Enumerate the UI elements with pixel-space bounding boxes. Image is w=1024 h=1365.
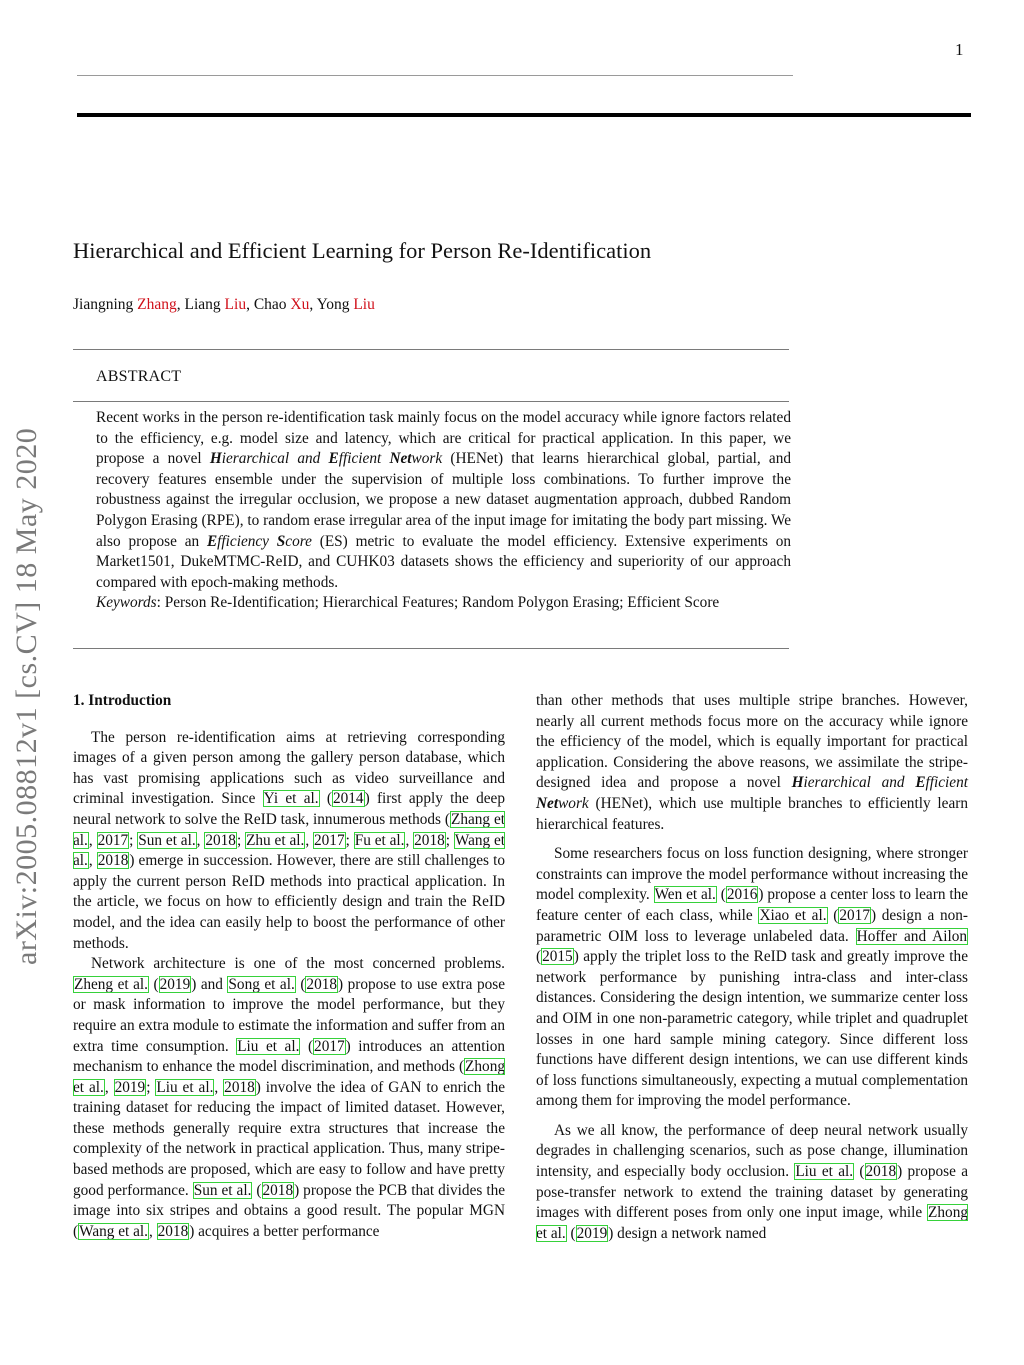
text-run: ) involve the idea of GAN to enrich the training dataset for reducing the impact of limited dataset. However, these methods generally require extra structures that increase the complexity of the network in practical application. Thus, many stripe-based methods are proposed, which are easy to follow and have pretty good performance.: [73, 1078, 506, 1199]
author-family: Zhang: [137, 296, 177, 313]
text-run: (: [854, 1163, 865, 1181]
citation-link[interactable]: 2018: [414, 831, 445, 849]
text-run: ,: [196, 831, 205, 849]
text-run: ) design a network named: [608, 1224, 767, 1242]
abstract-emph: E: [206, 532, 218, 550]
text-run: Network architecture is one of the most concerned problems.: [91, 955, 505, 973]
text-run: ) and: [191, 975, 228, 993]
citation-link[interactable]: Zhong et al.: [536, 1204, 968, 1242]
citation-link[interactable]: Xiao et al.: [759, 906, 827, 924]
abstract-rule-bottom: [73, 648, 789, 649]
citation-link[interactable]: 2017: [314, 831, 345, 849]
citation-link[interactable]: 2017: [97, 831, 129, 849]
paragraph: [536, 1121, 968, 1245]
citation-link[interactable]: 2017: [839, 906, 870, 924]
abstract-rule-top: [73, 349, 789, 350]
emph-text: Net: [536, 794, 559, 812]
header-rule-thick: [77, 113, 971, 117]
abstract-emph: ierarchical and: [221, 450, 329, 468]
text-run: (: [295, 975, 306, 993]
text-run: ;: [129, 831, 138, 849]
keywords-label: Keywords: [96, 594, 157, 612]
abstract-emph: work: [411, 450, 443, 468]
paragraph: [536, 844, 968, 1112]
citation-link[interactable]: Sun et al.: [193, 1181, 252, 1199]
abstract-text: [96, 408, 791, 593]
text-run: ,: [88, 831, 97, 849]
text-run: (: [536, 948, 542, 966]
citation-link[interactable]: 2017: [314, 1037, 345, 1055]
text-run: ,: [104, 1078, 114, 1096]
author-family: Liu: [353, 296, 375, 313]
author-given: Jiangning: [73, 296, 134, 313]
text-run: ) propose to use extra pose or mask information to improve the model performance, but they require an extra module to estimate the information and suffer from an extra time consumption.: [73, 975, 505, 1055]
citation-link[interactable]: 2018: [97, 852, 129, 870]
emph-text: H: [791, 774, 804, 792]
text-run: The person re-identification aims at retrieving corresponding images of a given person among the gallery person database, which has vast promising applications such as video surveillance and criminal investigation. Since: [73, 728, 505, 808]
text-run: ,: [148, 1222, 157, 1240]
citation-link[interactable]: Zhang et al.: [73, 810, 505, 849]
citation-link[interactable]: Fu et al.: [354, 831, 405, 849]
citation-link[interactable]: Liu et al.: [237, 1037, 300, 1055]
author-given: Chao: [253, 296, 287, 313]
text-run: ) propose a center loss to learn the feature center of each class, while: [536, 886, 969, 924]
citation-link[interactable]: Zhong et al.: [73, 1058, 505, 1096]
abstract-emph: fficient: [338, 450, 390, 468]
citation-link[interactable]: 2018: [262, 1181, 294, 1199]
paper-title: Hierarchical and Efficient Learning for Person Re-Identification: [73, 238, 652, 263]
text-run: (: [149, 975, 159, 993]
paragraph: [73, 954, 505, 1242]
text-run: ;: [146, 1078, 156, 1096]
citation-link[interactable]: Song et al.: [228, 975, 295, 993]
header-rule-thin: [77, 75, 793, 76]
arxiv-identifier: arXiv:2005.08812v1 [cs.CV] 18 May 2020: [10, 427, 43, 965]
text-run: ,: [88, 852, 97, 870]
abstract-body: [96, 408, 791, 614]
text-run: ) propose the PCB that divides the image into six stripes and obtains a good result. The popular MGN (: [73, 1181, 506, 1240]
abstract-text-run: Recent works in the person re-identification task mainly focus on the model accuracy while ignore factors related to the efficiency, e.g. model size and latency, which are critical for practical application. In this paper, we propose a novel: [96, 409, 791, 468]
text-run: (: [827, 906, 839, 924]
text-run: than other methods that uses multiple stripe branches. However, nearly all current methods focus more on the accuracy while ignore the efficiency of the model, which is equally important for practical application. Considering the above reasons, we assimilate the stripe-designed idea and propose a novel: [536, 692, 968, 792]
text-run: (: [319, 790, 332, 808]
abstract-emph: Net: [389, 450, 412, 468]
text-run: ,: [214, 1078, 224, 1096]
keywords-text: : Person Re-Identification; Hierarchical Features; Random Polygon Erasing; Efficient Score: [156, 594, 720, 612]
author-given: Yong: [316, 296, 350, 313]
emph-text: ierarchical and: [803, 774, 916, 792]
citation-link[interactable]: 2019: [576, 1224, 608, 1242]
author-family: Liu: [224, 296, 247, 313]
citation-link[interactable]: Sun et al.: [138, 831, 196, 849]
abstract-emph: S: [276, 532, 286, 550]
text-run: ) propose a pose-transfer network to extend the training dataset by generating images with different poses from only one input image, while: [536, 1163, 969, 1222]
text-run: (: [566, 1224, 576, 1242]
text-run: (HENet), which use multiple branches to efficiently learn hierarchical features.: [536, 794, 968, 833]
text-run: ;: [445, 831, 454, 849]
text-run: ) introduces an attention mechanism to enhance the model discrimination, and methods (: [73, 1037, 506, 1076]
text-run: As we all know, the performance of deep neural network usually degrades in challenging scenarios, such as pose change, illumination intensity, and especially body occlusion.: [536, 1121, 968, 1181]
keywords: [96, 593, 791, 614]
text-run: (: [252, 1181, 262, 1199]
text-run: ,: [305, 831, 313, 849]
citation-link[interactable]: Liu et al.: [795, 1163, 854, 1181]
author-list: Jiangning Zhang, Liang Liu, Chao Xu, Yong Liu: [73, 296, 375, 313]
abstract-text-run: (HENet) that learns hierarchical global, partial, and recovery features ensemble under the supervision of multiple loss combinations. To further improve the robustness against the irregular occlusion, we propose a new dataset augmentation approach, dubbed Random Polygon Erasing (RPE), to random erase irregular area of the input image for imitating the body part missing. We also propose an: [96, 450, 792, 550]
column-right: [536, 691, 968, 1244]
citation-link[interactable]: 2014: [332, 790, 364, 808]
page-number: 1: [955, 40, 964, 59]
section-heading-introduction: 1. Introduction: [73, 692, 172, 709]
emph-text: E: [915, 774, 926, 792]
abstract-rule-mid: [73, 401, 789, 402]
paragraph: [73, 728, 505, 955]
citation-link[interactable]: Wang et al.: [79, 1222, 148, 1240]
citation-link[interactable]: Wen et al.: [654, 886, 716, 904]
text-run: ) acquires a better performance: [189, 1222, 380, 1240]
text-run: ;: [236, 831, 246, 849]
text-run: ;: [345, 831, 354, 849]
abstract-emph: H: [209, 450, 222, 468]
paragraph: [536, 691, 968, 835]
text-run: (: [300, 1037, 314, 1055]
citation-link[interactable]: 2018: [157, 1222, 189, 1240]
text-run: ) design a non-parametric OIM loss to leverage unlabeled data.: [536, 906, 968, 945]
citation-link[interactable]: Zheng et al.: [74, 975, 149, 993]
text-run: (: [716, 886, 726, 904]
citation-link[interactable]: 2018: [224, 1078, 255, 1096]
abstract-emph: core: [285, 532, 312, 550]
citation-link[interactable]: 2019: [114, 1078, 146, 1096]
citation-link[interactable]: Zhu et al.: [246, 831, 305, 849]
author-given: Liang: [184, 296, 221, 313]
citation-link[interactable]: 2016: [726, 886, 758, 904]
citation-link[interactable]: 2018: [205, 831, 236, 849]
citation-link[interactable]: Liu et al.: [156, 1078, 214, 1096]
text-run: ) first apply the deep neural network to solve the ReID task, innumerous methods (: [73, 790, 505, 828]
text-run: ) apply the triplet loss to the ReID task and greatly improve the network performance by punishing intra-class and inter-class distances. Considering the design intention, we summarize center loss and OIM in one non-parametric category, while triplet and quadruplet losses in one hard sample mining category. Since different loss functions have different design intentions, we can use different kinds of loss functions simultaneously, expecting a mutual complementation among them for improving the model performance.: [536, 948, 968, 1110]
text-run: ,: [405, 831, 414, 849]
citation-link[interactable]: 2019: [159, 975, 191, 993]
citation-link[interactable]: Hoffer and Ailon: [856, 927, 967, 945]
abstract-text-run: (ES) metric to evaluate the model efficiency. Extensive experiments on Market1501, DukeMTMC-ReID, and CUHK03 datasets shows the efficiency and superiority of our approach compared with epoch-making methods.: [96, 532, 792, 591]
emph-text: work: [558, 794, 589, 812]
abstract-emph: fficiency: [217, 532, 277, 550]
column-left: [73, 691, 505, 1242]
citation-link[interactable]: Wang et al.: [73, 831, 506, 870]
citation-link[interactable]: Yi et al.: [263, 790, 319, 808]
emph-text: fficient: [925, 774, 968, 792]
abstract-emph: E: [328, 450, 339, 468]
author-family: Xu: [290, 296, 310, 313]
text-run: Some researchers focus on loss function designing, where stronger constraints can improve the model performance without increasing the model complexity.: [536, 845, 968, 904]
text-run: ) emerge in succession. However, there are still challenges to apply the current person ReID methods into practical application. In the article, we focus on how to efficiently design and train the ReID model, and the idea can easily help to boost the performance of other methods.: [73, 852, 505, 952]
citation-link[interactable]: 2015: [542, 948, 573, 966]
citation-link[interactable]: 2018: [306, 975, 338, 993]
citation-link[interactable]: 2018: [865, 1163, 897, 1181]
abstract-heading: ABSTRACT: [96, 368, 182, 385]
